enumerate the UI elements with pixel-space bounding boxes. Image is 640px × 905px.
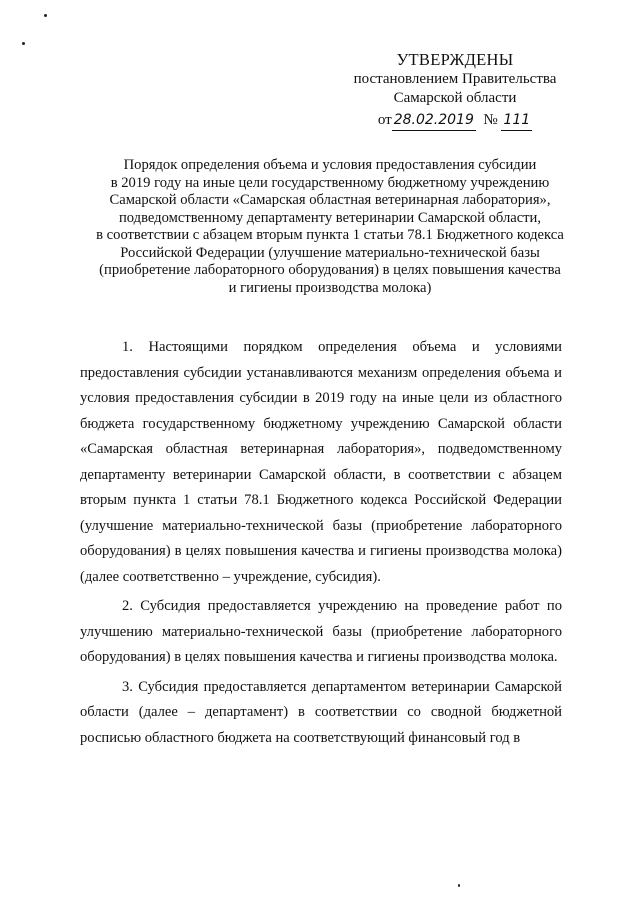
heading-line: в 2019 году на иные цели государственному бюджетному учреждению <box>110 174 550 191</box>
paragraph-3: 3. Субсидия предоставляется департаментом ветеринарии Самарской области (далее – департамент) в соответствии со сводной бюджетной росписью областного бюджета на соответствующий финансовый год в <box>80 678 562 746</box>
scan-speck <box>458 884 460 887</box>
approval-title: УТВЕРЖДЕНЫ <box>396 50 514 69</box>
number-prefix: № <box>483 112 498 128</box>
heading-line: и гигиены производства молока) <box>228 279 432 296</box>
approval-line-1: постановлением Правительства <box>353 71 557 87</box>
handwritten-number: 111 <box>501 110 532 131</box>
paragraph-2: 2. Субсидия предоставляется учреждению на проведение работ по улучшению материально-технической базы (приобретение лабораторного оборудования) в целях повышения качества и гигиены производства молока. <box>80 598 562 665</box>
document-heading <box>70 157 590 297</box>
approval-date-line <box>340 110 570 131</box>
paragraph-1: 1. Настоящими порядком определения объема и условиями предоставления субсидии устанавливаются механизм определения объема и условия предоставления субсидии в 2019 году на иные цели из областного бюджета государственному бюджетному учреждению Самарской области «Самарская областная ветеринарная лаборатория», подведомственному департаменту ветеринарии Самарской области, в соответствии с абзацем вторым пункта 1 статьи 78.1 Бюджетного кодекса Российской Федерации (улучшение материально-технической базы (приобретение лабораторного оборудования) в целях повышения качества и гигиены производства молока) (далее соответственно – учреждение, субсидия). <box>80 339 562 585</box>
heading-line: в соответствии с абзацем вторым пункта 1 статьи 78.1 Бюджетного кодекса <box>96 227 564 243</box>
document-body <box>80 335 562 755</box>
scan-speck <box>22 42 25 45</box>
scan-speck <box>44 14 47 17</box>
date-prefix: от <box>377 112 392 128</box>
heading-line: Самарской области «Самарская областная ветеринарная лаборатория», <box>109 192 551 208</box>
heading-line: подведомственному департаменту ветеринарии Самарской области, <box>118 209 542 226</box>
heading-line: Порядок определения объема и условия предоставления субсидии <box>123 157 537 173</box>
approval-block <box>340 50 570 131</box>
approval-line-2: Самарской области <box>393 90 517 106</box>
heading-line: (приобретение лабораторного оборудования) в целях повышения качества <box>99 262 561 278</box>
heading-line: Российской Федерации (улучшение материально-технической базы <box>120 244 540 261</box>
handwritten-date: 28.02.2019 <box>392 110 476 131</box>
